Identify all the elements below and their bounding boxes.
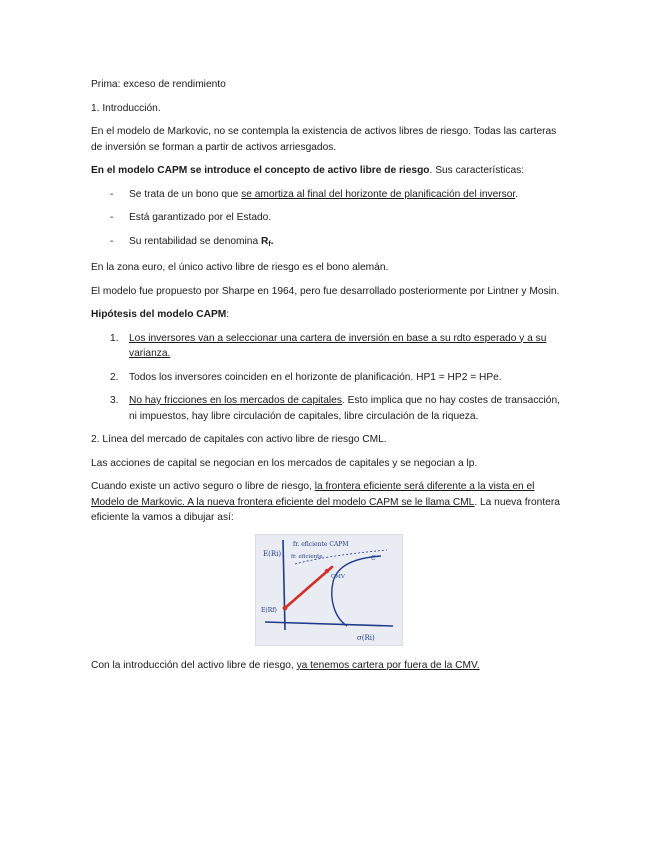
list-text-end: . [515,188,519,200]
numbered-item [91,331,567,362]
rf-point [283,605,288,610]
item-number: 3. [110,395,119,406]
underlined-text: No hay fricciones en los mercados de capitales [129,395,342,406]
rf-period: . [270,235,274,247]
label-curve: fr. eficiente [291,553,323,560]
item-number: 1. [110,332,119,344]
conclusion-text: Con la introducción del activo libre de riesgo, [91,659,297,671]
document-body [91,77,567,681]
underlined-text: Los inversores van a seleccionar una cartera de inversión en base a su rdto esperado y a su varianza. [129,332,547,359]
rf-subscript: f [268,240,271,248]
paragraph-hypotheses [91,307,567,323]
paragraph-euro: En la zona euro, el único activo libre de riesgo es el bono alemán. [91,262,389,273]
list-text: Está garantizado por el Estado. [129,212,272,223]
item-text: Todos los inversores coinciden en el horizonte de planificación. HP1 = HP2 = HPe. [129,371,502,383]
numbered-item [91,393,567,424]
rf-symbol [261,236,274,247]
doc-title: Prima: exceso de rendimiento [91,79,226,90]
label-top: fr. eficiente CAPM [293,540,349,548]
paragraph-capm-intro [91,163,567,179]
hypotheses-colon: : [226,309,230,320]
frontera-text-end: . La nueva frontera eficiente la vamos a dibujar así: [91,496,560,523]
underlined-text: ya tenemos cartera por fuera de la CMV. [296,659,480,671]
item-number: 2. [110,371,119,383]
label-c: C [371,554,376,562]
list-marker: - [110,212,114,223]
list-marker: - [110,235,114,247]
list-item [91,187,567,203]
frontera-text: Cuando existe un activo seguro o libre de riesgo, [91,481,315,492]
paragraph-acciones: Las acciones de capital se negocian en los mercados de capitales y se negocian a lp. [91,457,478,469]
paragraph-frontera [91,479,567,526]
cml-sketch-svg [255,534,403,646]
item-text: . Esto implica que no hay costes de transacción, ni impuestos, hay libre circulación de capitales, libre circulación de la riqueza. [129,395,560,422]
paragraph-sharpe: El modelo fue propuesto por Sharpe en 1964, pero fue desarrollado posteriormente por Lintner y Mosin. [91,285,560,297]
cml-sketch-image [255,534,403,646]
list-text: Se trata de un bono que [129,188,242,200]
capm-intro-rest: . Sus características: [429,165,525,176]
underlined-text: la frontera eficiente será diferente a la vista en el Modelo de Markovic. A la nueva frontera eficiente del modelo CAPM se le llama CML [91,481,535,508]
list-item [91,210,567,226]
section-heading-1: 1. Introducción. [91,102,161,114]
list-marker: - [110,188,114,200]
section-heading-2: 2. Línea del mercado de capitales con activo libre de riesgo CML. [91,434,387,445]
rf-letter: R [260,235,269,247]
list-text: Su rentabilidad se denomina [129,235,261,247]
numbered-item [91,370,567,386]
label-x: σ(Ri) [357,633,375,642]
list-item [91,234,567,253]
label-rf: E(Rf) [261,606,277,614]
label-y: E(Ri) [263,549,282,558]
tangent-point [325,568,329,572]
underlined-text: se amortiza al final del horizonte de planificación del inversor [241,188,516,200]
capm-intro-bold: En el modelo CAPM se introduce el concepto de activo libre de riesgo [91,165,430,176]
hypotheses-heading: Hipótesis del modelo CAPM [91,309,227,320]
paragraph-conclusion [91,658,567,674]
label-m: CMV [331,573,345,580]
paragraph-markovic: En el modelo de Markovic, no se contempla la existencia de activos libres de riesgo. Todas las carteras de inversión se forman a partir de activos arriesgados. [91,126,557,153]
